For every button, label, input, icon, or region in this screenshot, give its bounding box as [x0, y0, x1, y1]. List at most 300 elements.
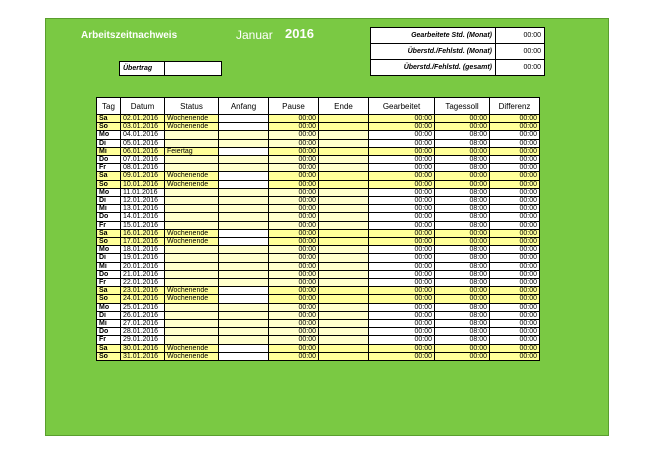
- start-time-cell[interactable]: [219, 238, 269, 246]
- worked-cell: 00:00: [369, 221, 435, 229]
- end-time-cell[interactable]: [319, 336, 369, 344]
- table-row: [97, 156, 540, 164]
- status-cell[interactable]: Wochenende: [165, 172, 219, 180]
- target-cell: 08:00: [435, 197, 490, 205]
- col-header-datum: Datum: [121, 98, 165, 115]
- end-time-cell[interactable]: [319, 279, 369, 287]
- end-time-cell[interactable]: [319, 147, 369, 155]
- difference-cell: 00:00: [490, 164, 540, 172]
- day-cell: Mi: [97, 147, 121, 155]
- worked-cell: 00:00: [369, 213, 435, 221]
- end-time-cell[interactable]: [319, 221, 369, 229]
- difference-cell: 00:00: [490, 131, 540, 139]
- pause-cell[interactable]: 00:00: [269, 164, 319, 172]
- worked-cell: 00:00: [369, 164, 435, 172]
- target-cell: 00:00: [435, 229, 490, 237]
- year-label: 2016: [285, 26, 314, 41]
- difference-cell: 00:00: [490, 197, 540, 205]
- end-time-cell[interactable]: [319, 156, 369, 164]
- day-cell: Sa: [97, 229, 121, 237]
- worked-cell: 00:00: [369, 320, 435, 328]
- date-cell: 20.01.2016: [121, 262, 165, 270]
- end-time-cell[interactable]: [319, 328, 369, 336]
- start-time-cell[interactable]: [219, 246, 269, 254]
- day-cell: Do: [97, 328, 121, 336]
- target-cell: 00:00: [435, 180, 490, 188]
- status-cell[interactable]: [165, 221, 219, 229]
- table-row: [97, 352, 540, 360]
- day-cell: Di: [97, 197, 121, 205]
- target-cell: 00:00: [435, 238, 490, 246]
- worked-cell: 00:00: [369, 115, 435, 123]
- pause-cell[interactable]: 00:00: [269, 213, 319, 221]
- date-cell: 29.01.2016: [121, 336, 165, 344]
- start-time-cell[interactable]: [219, 197, 269, 205]
- end-time-cell[interactable]: [319, 205, 369, 213]
- end-time-cell[interactable]: [319, 295, 369, 303]
- target-cell: 08:00: [435, 164, 490, 172]
- table-row: [97, 131, 540, 139]
- end-time-cell[interactable]: [319, 303, 369, 311]
- sheet-title: Arbeitszeitnachweis: [81, 30, 178, 41]
- difference-cell: 00:00: [490, 213, 540, 221]
- worked-cell: 00:00: [369, 123, 435, 131]
- pause-cell[interactable]: 00:00: [269, 344, 319, 352]
- start-time-cell[interactable]: [219, 336, 269, 344]
- pause-cell[interactable]: 00:00: [269, 229, 319, 237]
- start-time-cell[interactable]: [219, 328, 269, 336]
- difference-cell: 00:00: [490, 221, 540, 229]
- pause-cell[interactable]: 00:00: [269, 336, 319, 344]
- date-cell: 04.01.2016: [121, 131, 165, 139]
- day-cell: So: [97, 180, 121, 188]
- target-cell: 08:00: [435, 205, 490, 213]
- start-time-cell[interactable]: [219, 147, 269, 155]
- start-time-cell[interactable]: [219, 287, 269, 295]
- table-row: [97, 320, 540, 328]
- difference-cell: 00:00: [490, 246, 540, 254]
- day-cell: Mi: [97, 262, 121, 270]
- date-cell: 05.01.2016: [121, 139, 165, 147]
- status-cell[interactable]: [165, 336, 219, 344]
- target-cell: 08:00: [435, 156, 490, 164]
- worked-cell: 00:00: [369, 147, 435, 155]
- date-cell: 27.01.2016: [121, 320, 165, 328]
- summary-label: Gearbeitete Std. (Monat): [371, 28, 496, 44]
- end-time-cell[interactable]: [319, 352, 369, 360]
- date-cell: 23.01.2016: [121, 287, 165, 295]
- date-cell: 15.01.2016: [121, 221, 165, 229]
- start-time-cell[interactable]: [219, 303, 269, 311]
- worked-cell: 00:00: [369, 156, 435, 164]
- start-time-cell[interactable]: [219, 311, 269, 319]
- end-time-cell[interactable]: [319, 164, 369, 172]
- table-row: [97, 336, 540, 344]
- difference-cell: 00:00: [490, 336, 540, 344]
- day-cell: So: [97, 123, 121, 131]
- status-cell[interactable]: [165, 311, 219, 319]
- table-row: [97, 262, 540, 270]
- difference-cell: 00:00: [490, 229, 540, 237]
- status-cell[interactable]: Wochenende: [165, 238, 219, 246]
- difference-cell: 00:00: [490, 279, 540, 287]
- pause-cell[interactable]: 00:00: [269, 115, 319, 123]
- worked-cell: 00:00: [369, 139, 435, 147]
- date-cell: 28.01.2016: [121, 328, 165, 336]
- pause-cell[interactable]: 00:00: [269, 123, 319, 131]
- end-time-cell[interactable]: [319, 123, 369, 131]
- pause-cell[interactable]: 00:00: [269, 147, 319, 155]
- status-cell[interactable]: [165, 197, 219, 205]
- start-time-cell[interactable]: [219, 295, 269, 303]
- pause-cell[interactable]: 00:00: [269, 238, 319, 246]
- end-time-cell[interactable]: [319, 344, 369, 352]
- target-cell: 00:00: [435, 115, 490, 123]
- status-cell[interactable]: [165, 246, 219, 254]
- worked-cell: 00:00: [369, 246, 435, 254]
- end-time-cell[interactable]: [319, 254, 369, 262]
- end-time-cell[interactable]: [319, 172, 369, 180]
- pause-cell[interactable]: 00:00: [269, 131, 319, 139]
- target-cell: 08:00: [435, 221, 490, 229]
- difference-cell: 00:00: [490, 352, 540, 360]
- date-cell: 13.01.2016: [121, 205, 165, 213]
- worked-cell: 00:00: [369, 172, 435, 180]
- date-cell: 25.01.2016: [121, 303, 165, 311]
- start-time-cell[interactable]: [219, 270, 269, 278]
- pause-cell[interactable]: 00:00: [269, 172, 319, 180]
- target-cell: 08:00: [435, 262, 490, 270]
- date-cell: 10.01.2016: [121, 180, 165, 188]
- status-cell[interactable]: [165, 254, 219, 262]
- day-cell: Fr: [97, 221, 121, 229]
- date-cell: 30.01.2016: [121, 344, 165, 352]
- date-cell: 08.01.2016: [121, 164, 165, 172]
- table-row: [97, 164, 540, 172]
- worked-cell: 00:00: [369, 180, 435, 188]
- difference-cell: 00:00: [490, 270, 540, 278]
- uebertrag-box: [119, 61, 222, 76]
- difference-cell: 00:00: [490, 320, 540, 328]
- month-label: Januar: [236, 28, 273, 42]
- status-cell[interactable]: Wochenende: [165, 115, 219, 123]
- target-cell: 00:00: [435, 123, 490, 131]
- table-row: [97, 123, 540, 131]
- date-cell: 02.01.2016: [121, 115, 165, 123]
- start-time-cell[interactable]: [219, 139, 269, 147]
- pause-cell[interactable]: 00:00: [269, 311, 319, 319]
- date-cell: 21.01.2016: [121, 270, 165, 278]
- pause-cell[interactable]: 00:00: [269, 254, 319, 262]
- target-cell: 00:00: [435, 172, 490, 180]
- end-time-cell[interactable]: [319, 320, 369, 328]
- table-row: [97, 328, 540, 336]
- day-cell: Do: [97, 213, 121, 221]
- target-cell: 08:00: [435, 188, 490, 196]
- table-row: [97, 188, 540, 196]
- day-cell: Mi: [97, 320, 121, 328]
- worked-cell: 00:00: [369, 336, 435, 344]
- target-cell: 00:00: [435, 147, 490, 155]
- summary-value[interactable]: 00:00: [496, 44, 545, 60]
- pause-cell[interactable]: 00:00: [269, 328, 319, 336]
- status-cell[interactable]: Wochenende: [165, 229, 219, 237]
- day-cell: Sa: [97, 287, 121, 295]
- summary-value[interactable]: 00:00: [496, 60, 545, 76]
- pause-cell[interactable]: 00:00: [269, 197, 319, 205]
- day-cell: Sa: [97, 344, 121, 352]
- target-cell: 08:00: [435, 246, 490, 254]
- end-time-cell[interactable]: [319, 270, 369, 278]
- day-cell: Mo: [97, 246, 121, 254]
- difference-cell: 00:00: [490, 254, 540, 262]
- table-row: [97, 270, 540, 278]
- status-cell[interactable]: [165, 139, 219, 147]
- difference-cell: 00:00: [490, 287, 540, 295]
- col-header-gearbeitet: Gearbeitet: [369, 98, 435, 115]
- start-time-cell[interactable]: [219, 254, 269, 262]
- table-row: [97, 311, 540, 319]
- difference-cell: 00:00: [490, 262, 540, 270]
- col-header-status: Status: [165, 98, 219, 115]
- status-cell[interactable]: [165, 164, 219, 172]
- difference-cell: 00:00: [490, 123, 540, 131]
- start-time-cell[interactable]: [219, 115, 269, 123]
- table-row: [97, 279, 540, 287]
- start-time-cell[interactable]: [219, 205, 269, 213]
- end-time-cell[interactable]: [319, 139, 369, 147]
- start-time-cell[interactable]: [219, 180, 269, 188]
- status-cell[interactable]: Wochenende: [165, 123, 219, 131]
- pause-cell[interactable]: 00:00: [269, 303, 319, 311]
- end-time-cell[interactable]: [319, 311, 369, 319]
- status-cell[interactable]: [165, 156, 219, 164]
- table-row: [97, 254, 540, 262]
- difference-cell: 00:00: [490, 172, 540, 180]
- summary-label: Überstd./Fehlstd. (gesamt): [371, 60, 496, 76]
- col-header-tag: Tag: [97, 98, 121, 115]
- start-time-cell[interactable]: [219, 229, 269, 237]
- col-header-anfang: Anfang: [219, 98, 269, 115]
- status-cell[interactable]: [165, 303, 219, 311]
- start-time-cell[interactable]: [219, 188, 269, 196]
- target-cell: 08:00: [435, 311, 490, 319]
- worked-cell: 00:00: [369, 303, 435, 311]
- end-time-cell[interactable]: [319, 180, 369, 188]
- pause-cell[interactable]: 00:00: [269, 180, 319, 188]
- day-cell: Fr: [97, 164, 121, 172]
- day-cell: Mo: [97, 303, 121, 311]
- target-cell: 08:00: [435, 279, 490, 287]
- start-time-cell[interactable]: [219, 221, 269, 229]
- start-time-cell[interactable]: [219, 172, 269, 180]
- table-row: [97, 295, 540, 303]
- end-time-cell[interactable]: [319, 238, 369, 246]
- target-cell: 08:00: [435, 270, 490, 278]
- pause-cell[interactable]: 00:00: [269, 156, 319, 164]
- summary-row: [371, 44, 545, 60]
- difference-cell: 00:00: [490, 311, 540, 319]
- time-table: [96, 97, 540, 361]
- day-cell: Sa: [97, 115, 121, 123]
- target-cell: 00:00: [435, 295, 490, 303]
- target-cell: 08:00: [435, 336, 490, 344]
- pause-cell[interactable]: 00:00: [269, 352, 319, 360]
- day-cell: Di: [97, 139, 121, 147]
- end-time-cell[interactable]: [319, 197, 369, 205]
- date-cell: 24.01.2016: [121, 295, 165, 303]
- end-time-cell[interactable]: [319, 188, 369, 196]
- worked-cell: 00:00: [369, 262, 435, 270]
- status-cell[interactable]: Wochenende: [165, 180, 219, 188]
- table-row: [97, 205, 540, 213]
- start-time-cell[interactable]: [219, 352, 269, 360]
- status-cell[interactable]: [165, 213, 219, 221]
- pause-cell[interactable]: 00:00: [269, 320, 319, 328]
- status-cell[interactable]: [165, 262, 219, 270]
- pause-cell[interactable]: 00:00: [269, 188, 319, 196]
- start-time-cell[interactable]: [219, 131, 269, 139]
- summary-row: [371, 60, 545, 76]
- status-cell[interactable]: [165, 205, 219, 213]
- date-cell: 14.01.2016: [121, 213, 165, 221]
- table-row: [97, 213, 540, 221]
- table-row: [97, 287, 540, 295]
- start-time-cell[interactable]: [219, 320, 269, 328]
- status-cell[interactable]: Wochenende: [165, 295, 219, 303]
- date-cell: 18.01.2016: [121, 246, 165, 254]
- day-cell: Mi: [97, 205, 121, 213]
- start-time-cell[interactable]: [219, 164, 269, 172]
- start-time-cell[interactable]: [219, 344, 269, 352]
- date-cell: 16.01.2016: [121, 229, 165, 237]
- worked-cell: 00:00: [369, 270, 435, 278]
- worked-cell: 00:00: [369, 254, 435, 262]
- start-time-cell[interactable]: [219, 213, 269, 221]
- difference-cell: 00:00: [490, 303, 540, 311]
- status-cell[interactable]: [165, 131, 219, 139]
- target-cell: 08:00: [435, 139, 490, 147]
- col-header-differenz: Differenz: [490, 98, 540, 115]
- status-cell[interactable]: Wochenende: [165, 352, 219, 360]
- summary-row: [371, 28, 545, 44]
- day-cell: Mo: [97, 131, 121, 139]
- date-cell: 07.01.2016: [121, 156, 165, 164]
- day-cell: Fr: [97, 279, 121, 287]
- table-header-row: [97, 98, 540, 115]
- table-row: [97, 221, 540, 229]
- difference-cell: 00:00: [490, 139, 540, 147]
- end-time-cell[interactable]: [319, 287, 369, 295]
- date-cell: 19.01.2016: [121, 254, 165, 262]
- pause-cell[interactable]: 00:00: [269, 287, 319, 295]
- difference-cell: 00:00: [490, 344, 540, 352]
- start-time-cell[interactable]: [219, 156, 269, 164]
- status-cell[interactable]: [165, 279, 219, 287]
- status-cell[interactable]: [165, 328, 219, 336]
- status-cell[interactable]: Wochenende: [165, 344, 219, 352]
- target-cell: 08:00: [435, 328, 490, 336]
- pause-cell[interactable]: 00:00: [269, 279, 319, 287]
- start-time-cell[interactable]: [219, 123, 269, 131]
- summary-table: [370, 27, 545, 76]
- day-cell: Di: [97, 254, 121, 262]
- pause-cell[interactable]: 00:00: [269, 139, 319, 147]
- worked-cell: 00:00: [369, 238, 435, 246]
- table-row: [97, 303, 540, 311]
- table-row: [97, 229, 540, 237]
- target-cell: 00:00: [435, 344, 490, 352]
- table-row: [97, 197, 540, 205]
- pause-cell[interactable]: 00:00: [269, 295, 319, 303]
- target-cell: 00:00: [435, 352, 490, 360]
- status-cell[interactable]: Feiertag: [165, 147, 219, 155]
- uebertrag-input[interactable]: [165, 62, 222, 76]
- date-cell: 06.01.2016: [121, 147, 165, 155]
- table-row: [97, 344, 540, 352]
- worked-cell: 00:00: [369, 188, 435, 196]
- day-cell: Mo: [97, 188, 121, 196]
- summary-value[interactable]: 00:00: [496, 28, 545, 44]
- day-cell: So: [97, 352, 121, 360]
- end-time-cell[interactable]: [319, 262, 369, 270]
- worked-cell: 00:00: [369, 205, 435, 213]
- pause-cell[interactable]: 00:00: [269, 205, 319, 213]
- table-row: [97, 147, 540, 155]
- start-time-cell[interactable]: [219, 279, 269, 287]
- end-time-cell[interactable]: [319, 213, 369, 221]
- status-cell[interactable]: [165, 270, 219, 278]
- worked-cell: 00:00: [369, 197, 435, 205]
- target-cell: 08:00: [435, 303, 490, 311]
- uebertrag-label: Übertrag: [120, 62, 165, 76]
- worked-cell: 00:00: [369, 279, 435, 287]
- pause-cell[interactable]: 00:00: [269, 270, 319, 278]
- end-time-cell[interactable]: [319, 115, 369, 123]
- end-time-cell[interactable]: [319, 131, 369, 139]
- day-cell: So: [97, 295, 121, 303]
- worked-cell: 00:00: [369, 287, 435, 295]
- start-time-cell[interactable]: [219, 262, 269, 270]
- col-header-ende: Ende: [319, 98, 369, 115]
- pause-cell[interactable]: 00:00: [269, 246, 319, 254]
- day-cell: Do: [97, 156, 121, 164]
- date-cell: 09.01.2016: [121, 172, 165, 180]
- table-row: [97, 238, 540, 246]
- end-time-cell[interactable]: [319, 246, 369, 254]
- day-cell: Fr: [97, 336, 121, 344]
- status-cell[interactable]: [165, 320, 219, 328]
- col-header-tagessoll: Tagessoll: [435, 98, 490, 115]
- date-cell: 03.01.2016: [121, 123, 165, 131]
- date-cell: 11.01.2016: [121, 188, 165, 196]
- pause-cell[interactable]: 00:00: [269, 221, 319, 229]
- difference-cell: 00:00: [490, 205, 540, 213]
- col-header-pause: Pause: [269, 98, 319, 115]
- pause-cell[interactable]: 00:00: [269, 262, 319, 270]
- date-cell: 12.01.2016: [121, 197, 165, 205]
- status-cell[interactable]: Wochenende: [165, 287, 219, 295]
- status-cell[interactable]: [165, 188, 219, 196]
- day-cell: Sa: [97, 172, 121, 180]
- target-cell: 08:00: [435, 213, 490, 221]
- date-cell: 22.01.2016: [121, 279, 165, 287]
- worked-cell: 00:00: [369, 352, 435, 360]
- target-cell: 08:00: [435, 131, 490, 139]
- difference-cell: 00:00: [490, 180, 540, 188]
- worked-cell: 00:00: [369, 344, 435, 352]
- end-time-cell[interactable]: [319, 229, 369, 237]
